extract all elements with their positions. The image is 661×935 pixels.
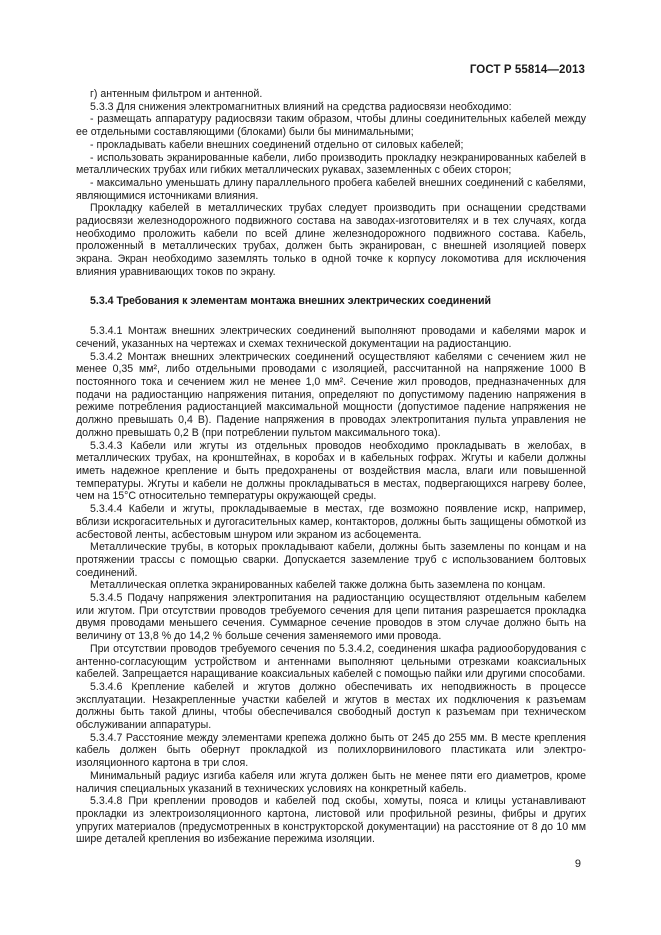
paragraph: 5.3.4.3 Кабели или жгуты из отдельных проводов необходимо прокладывать в желобах, в металлических трубах, на кронштейнах, в коробах и в кабельных гофрах. Жгуты и кабели должны иметь надежное крепление и быть предохранены от воздействия масла, влаги или повышенной температуры. Жгуты и кабели не должны прокладываться в местах, подвергающихся нагреву более, чем на 15°С относительно температуры окружающей среды. <box>76 439 586 503</box>
section-title: 5.3.4 Требования к элементам монтажа внешних электрических соединений <box>90 294 491 307</box>
paragraph: 5.3.4.8 При креплении проводов и кабелей под скобы, хомуты, пояса и клицы устанавливают прокладки из электроизоляционного картона, листовой или профильной резины, фибры и других упругих материалов (предусмотренных в конструкторской документации) на расстояние от 8 до 10 мм шире деталей крепления во избежание пережима изоляции. <box>76 795 586 846</box>
paragraph: 5.3.4.2 Монтаж внешних электрических соединений осуществляют кабелями с сечением жил не менее 0,35 мм², либо отдельными проводами с изоляцией, рассчитанной на напряжение 1000 В постоянного тока и сечением жил не менее 1,0 мм². Сечение жил проводов, предназначенных для подачи на радиостанцию напряжения питания, определяют по допустимому падению напряжения в режиме потребления радиостанцией максимальной мощности (допустимое падение напряжения не должно превышать 0,4 В). Падение напряжения в проводах электропитания пульта управления не должно превышать 0,2 В (при потреблении пультом максимального тока). <box>76 350 586 439</box>
standard-header: ГОСТ Р 55814—2013 <box>469 64 585 76</box>
paragraph: 5.3.4.5 Подачу напряжения электропитания на радиостанцию осуществляют отдельным кабелем или жгутом. При отсутствии проводов требуемого сечения для цепи питания разрешается прокладка двумя проводами меньшего сечения. Суммарное сечение проводов в этом случае должно быть на величину от 13,8 % до 14,2 % больше сечения заменяемого ими провода. <box>76 592 586 643</box>
paragraph: Прокладку кабелей в металлических трубах следует производить при оснащении средствами радиосвязи железнодорожного подвижного состава на заводах-изготовителях и в тех случаях, когда необходимо проложить кабели по всей длине железнодорожного подвижного состава. Кабель, проложенный в металлических трубах, должен быть экранирован, с внешней изоляцией поверх экрана. Экран необходимо заземлять только в одной точке к корпусу локомотива для исключения влияния уравнивающих токов по экрану. <box>76 202 586 278</box>
page-content <box>76 88 586 846</box>
list-item: - размещать аппаратуру радиосвязи таким образом, чтобы длины соединительных кабелей между ее отдельными составляющими (блоками) были бы минимальными; <box>76 113 586 139</box>
paragraph: Минимальный радиус изгиба кабеля или жгута должен быть не менее пяти его диаметров, кроме наличия специальных указаний в технических условиях на конкретный кабель. <box>76 769 586 795</box>
list-item: - использовать экранированные кабели, либо производить прокладку неэкранированных кабелей в металлических трубах или гибких металлических рукавах, заземленных с обеих сторон; <box>76 151 586 177</box>
paragraph: 5.3.4.6 Крепление кабелей и жгутов должно обеспечивать их неподвижность в процессе эксплуатации. Незакрепленные участки кабелей и жгутов в местах их подключения к разъемам должны быть такой длины, чтобы обеспечивался свободный доступ к разъемам при техническом обслуживании аппаратуры. <box>76 680 586 732</box>
paragraph: Металлическая оплетка экранированных кабелей также должна быть заземлена по концам. <box>90 579 546 592</box>
paragraph: г) антенным фильтром и антенной. <box>90 88 263 100</box>
paragraph: 5.3.4.4 Кабели и жгуты, прокладываемые в местах, где возможно появление искр, например, вблизи искрогасительных и дугогасительных камер, контакторов, должны быть защищены обмоткой из асбестовой ленты, асбестовым шнуром или экраном из асбоцемента. <box>76 503 586 541</box>
list-item: - прокладывать кабели внешних соединений отдельно от силовых кабелей; <box>90 138 464 151</box>
paragraph: При отсутствии проводов требуемого сечения по 5.3.4.2, соединения шкафа радиооборудования с антенно-согласующим устройством и антеннами выполняют цельными отрезками коаксиальных кабелей. Запрещается наращивание коаксиальных кабелей с помощью пайки или другими способами. <box>76 642 586 681</box>
list-item: - максимально уменьшать длину параллельного пробега кабелей внешних соединений с кабелями, являющимися источниками влияния. <box>76 176 586 202</box>
paragraph: Металлические трубы, в которых прокладывают кабели, должны быть заземлены по концам и на протяжении трассы с помощью сварки. Допускается заземление труб с использованием болтовых соединений. <box>76 541 586 579</box>
paragraph: 5.3.3 Для снижения электромагнитных влияний на средства радиосвязи необходимо: <box>90 100 512 113</box>
page-number: 9 <box>574 858 581 870</box>
paragraph: 5.3.4.7 Расстояние между элементами крепежа должно быть от 245 до 255 мм. В месте крепления кабель должен быть обернут прокладкой из полихлорвинилового пластиката или электро-изоляционного картона в три слоя. <box>76 731 586 770</box>
paragraph: 5.3.4.1 Монтаж внешних электрических соединений выполняют проводами и кабелями марок и сечений, указанных на чертежах и схемах технической документации на радиостанцию. <box>76 325 586 350</box>
